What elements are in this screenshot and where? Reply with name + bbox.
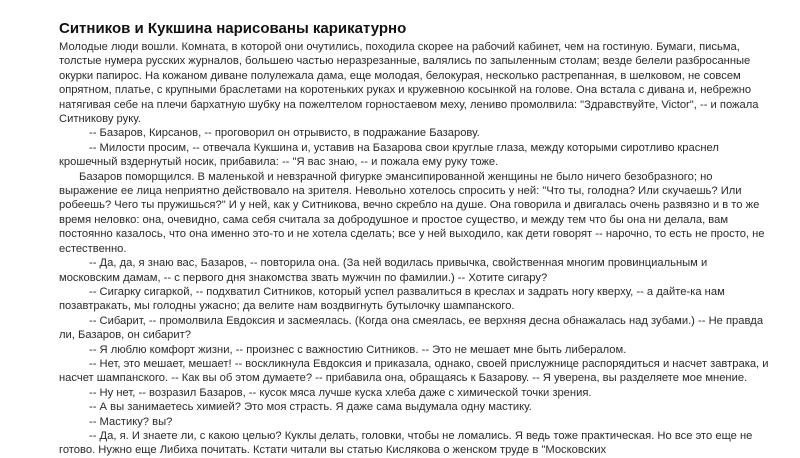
text-body	[59, 40, 771, 458]
paragraph: -- Мастику? вы?	[89, 415, 173, 428]
paragraph: -- Сибарит, -- промолвила Евдоксия и засмеялась. (Когда она смеялась, ее верхняя десна обнажалась над зубами.) -- Не правда ли, Базаров, он сибарит?	[59, 314, 764, 342]
paragraph: -- Ну нет, -- возразил Базаров, -- кусок мяса лучше куска хлеба даже с химической точки зрения.	[89, 386, 592, 399]
paragraph: -- Нет, это мешает, мешает! -- воскликнула Евдоксия и приказала, однако, своей прислужнице распорядиться и насчет завтрака, и насчет шампанского. -- Как вы об этом думаете? -- прибавила она, обращаясь к Базарову. -- Я уверена, вы разделяете мое мнение.	[59, 357, 769, 385]
page-title: Ситников и Кукшина нарисованы карикатурно	[59, 20, 407, 37]
paragraph: Базаров поморщился. В маленькой и невзрачной фигурке эмансипированной женщины не было ничего безобразного; но выражение ее лица неприятно действовало на зрителя. Невольно хотелось спросить у ней: "Что ты, голодна? Или скучаешь? Или робеешь? Чего ты пружишься?" И у ней, как у Ситникова, вечно скребло на душе. Она говорила и двигалась очень развязно и в то же время неловко: она, очевидно, сама себя считала за добродушное и простое существо, и между тем что бы она ни делала, вам постоянно казалось, что она именно это-то и не хотела сделать; все у ней выходило, как дети говорят -- нарочно, то есть не просто, не естественно.	[59, 170, 765, 255]
paragraph: -- А вы занимаетесь химией? Это моя страсть. Я даже сама выдумала одну мастику.	[89, 401, 532, 414]
paragraph: -- Да, да, я знаю вас, Базаров, -- повторила она. (За ней водилась привычка, свойственная многим провинциальным и московским дамам, -- с первого дня знакомства звать мужчин по фамилии.) -- Хотите сигару?	[59, 257, 708, 284]
paragraph: -- Милости просим, -- отвечала Кукшина и, уставив на Базарова свои круглые глаза, между которыми сиротливо краснел крошечный вздернутый носик, прибавила: -- "Я вас знаю, -- и пожала ему руку тоже.	[59, 141, 719, 169]
paragraph: -- Сигарку сигаркой, -- подхватил Ситников, который успел развалиться в креслах и задрать ногу кверху, -- а дайте-ка нам позавтракать, мы голодны ужасно; да велите нам воздвигнуть бутылочку шампанского.	[59, 285, 725, 313]
paragraph: -- Базаров, Кирсанов, -- проговорил он отрывисто, в подражание Базарову.	[89, 127, 480, 140]
paragraph: -- Да, я. И знаете ли, с какою целью? Куклы делать, головки, чтобы не ломались. Я ведь тоже практическая. Но все это еще не готово. Нужно еще Либиха почитать. Кстати читали вы статью Кислякова о женском труде в "Московских	[59, 429, 753, 457]
paragraph: Молодые люди вошли. Комната, в которой они очутились, походила скорее на рабочий кабинет, чем на гостиную. Бумаги, письма, толстые нумера русских журналов, большею частью неразрезанные, валялись по запыленным столам; везде белели разбросанные окурки папирос. На кожаном диване полулежала дама, еще молодая, белокурая, несколько растрепанная, в шелковом, не совсем опрятном, платье, с крупными браслетами на коротеньких руках и кружевною косынкой на голове. Она встала с дивана и, небрежно натягивая себе на плечи бархатную шубку на пожелтелом горностаевом меху, лениво промолвила: "Здравствуйте, Victor", -- и пожала Ситникову руку.	[59, 41, 759, 126]
paragraph: -- Я люблю комфорт жизни, -- произнес с важностию Ситников. -- Это не мешает мне быть либералом.	[89, 343, 627, 356]
